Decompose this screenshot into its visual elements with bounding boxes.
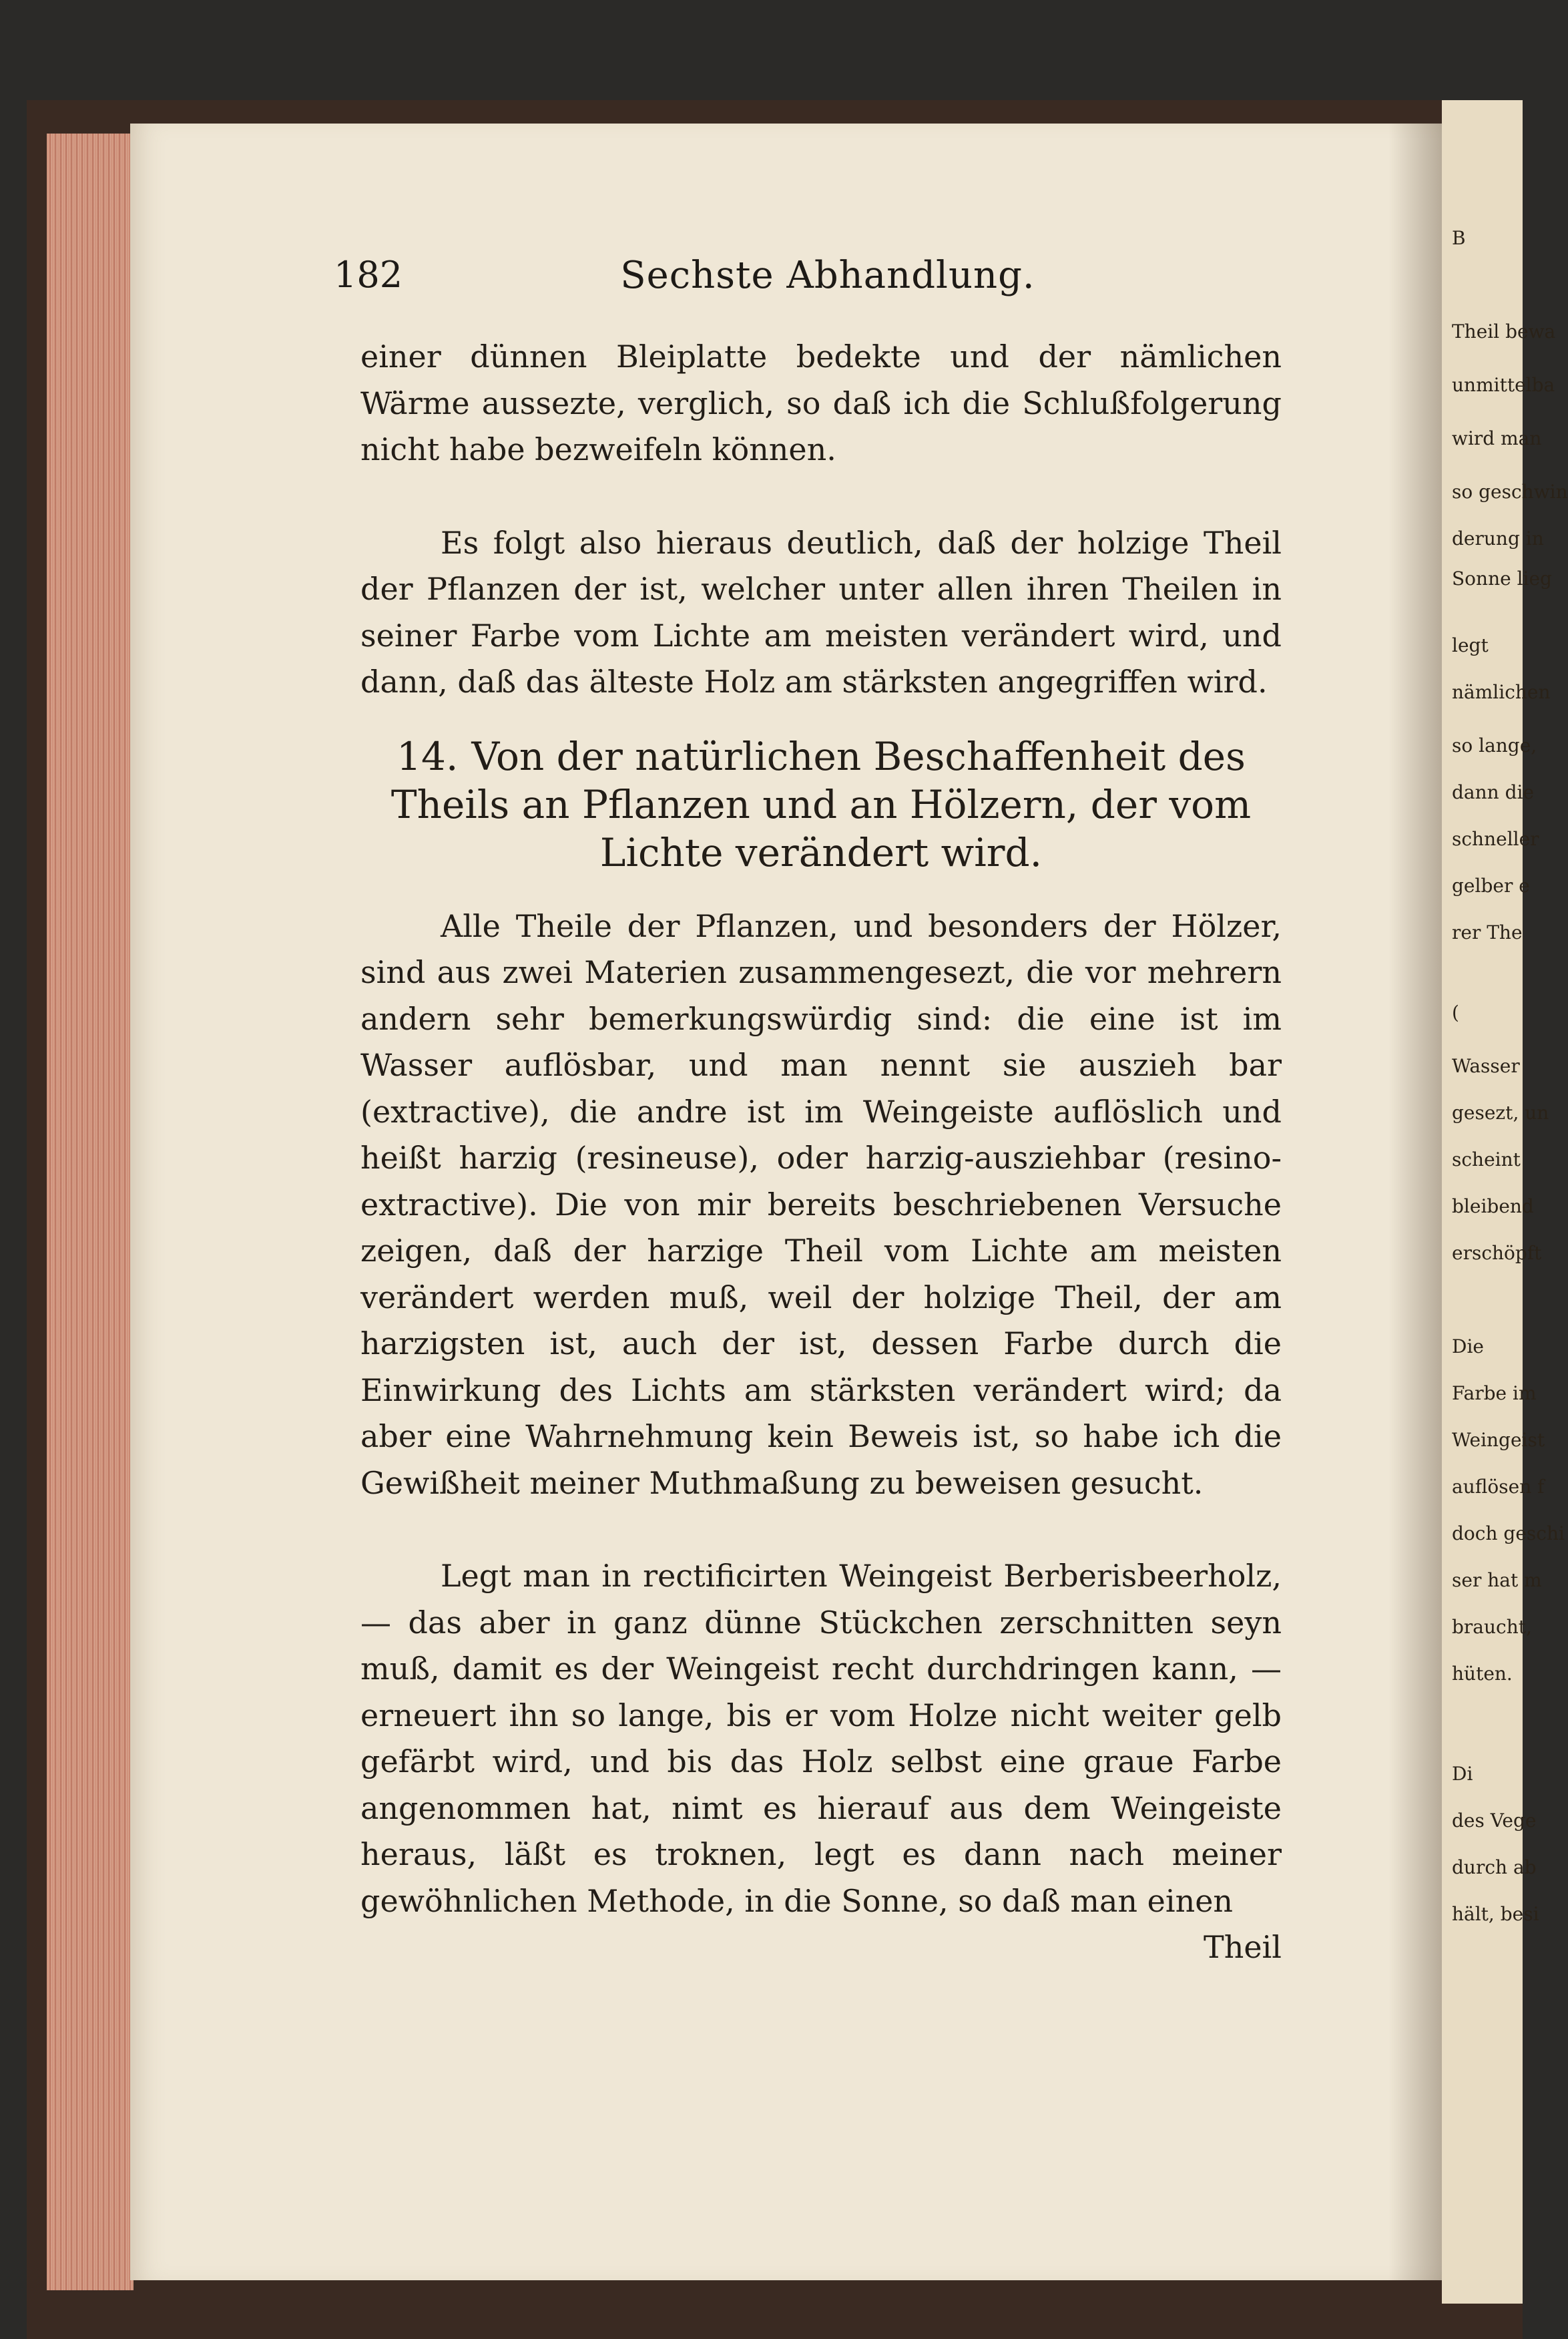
facing-page-fragment: hält, besi <box>1452 1903 1539 1925</box>
facing-page-fragment: ( <box>1452 1002 1459 1024</box>
facing-page-fragment: Farbe im <box>1452 1382 1537 1404</box>
facing-page-fragment: legt <box>1452 634 1489 656</box>
section-heading <box>360 732 1282 877</box>
facing-page-fragment: so lange, <box>1452 734 1537 757</box>
catchword: Theil <box>1204 1929 1282 1965</box>
facing-page-fragment: unmittelba <box>1452 374 1555 396</box>
facing-page-fragment: nämlichen <box>1452 681 1551 703</box>
paragraph: Es folgt also hieraus deutlich, daß der holzige Theil der Pflanzen der ist, welcher unter allen ihren Theilen in seiner Farbe vom Lichte am meisten verändert wird, und dann, daß das älteste Holz am stärksten angegriffen wird. <box>360 524 1282 700</box>
facing-page-fragment: Di <box>1452 1763 1473 1785</box>
facing-page-fragment: gelber e <box>1452 875 1530 897</box>
paragraph: Legt man in rectificirten Weingeist Berberisbeerholz, — das aber in ganz dünne Stückchen zerschnitten seyn muß, damit es der Weingeist recht durchdringen kann, — erneuert ihn so lange, bis er vom Holze nicht weiter gelb gefärbt wird, und bis das Holz selbst eine graue Farbe angenommen hat, nimt es hierauf aus dem Weingeiste heraus, läßt es troknen, legt es dann nach meiner gewöhnlichen Methode, in die Sonne, so daß man einen <box>360 1558 1282 1919</box>
facing-page-fragment: dann die <box>1452 781 1535 803</box>
gutter-shadow <box>1388 124 1449 2280</box>
running-head: Sechste Abhandlung. <box>620 254 1035 297</box>
facing-page-fragment: bleibend <box>1452 1195 1534 1217</box>
facing-page-fragment: Die <box>1452 1335 1484 1357</box>
facing-page-fragment: Theil bewa <box>1452 321 1556 343</box>
section-number: 14. <box>397 733 459 779</box>
facing-page-fragment: durch ab <box>1452 1856 1537 1878</box>
facing-page-fragment: Wasser <box>1452 1055 1520 1077</box>
facing-page-fragment: doch geschi <box>1452 1522 1565 1544</box>
facing-page-fragment: erschöpft <box>1452 1242 1542 1264</box>
facing-page-fragment: hüten. <box>1452 1663 1513 1685</box>
facing-page-fragment: braucht, <box>1452 1616 1532 1638</box>
facing-page-fragment: derung in <box>1452 527 1544 550</box>
facing-page-fragment: auflösen f <box>1452 1476 1545 1498</box>
facing-page-fragment: Sonne lieg <box>1452 568 1552 590</box>
paragraph-continuation: einer dünnen Bleiplatte bedekte und der nämlichen Wärme aussezte, verglich, so daß ich die Schlußfolgerung nicht habe bezweifeln können. <box>360 339 1282 467</box>
paragraph: Alle Theile der Pflanzen, und besonders der Hölzer, sind aus zwei Materien zusammengesezt, die vor mehrern andern sehr bemerkungswürdig sind: die eine ist im Wasser auflösbar, und man nennt sie auszieh bar (extractive), die andre ist im Weingeiste auflöslich und heißt harzig (resineuse), oder harzig-ausziehbar (resino-extractive). Die von mir bereits beschriebenen Versuche zeigen, daß der harzige Theil vom Lichte am meisten verändert werden muß, weil der holzige Theil, der am harzigsten ist, auch der ist, dessen Farbe durch die Einwirkung des Lichts am stärksten verändert wird; da aber eine Wahrnehmung kein Beweis ist, so habe ich die Gewißheit meiner Muthmaßung zu beweisen gesucht. <box>360 907 1282 1501</box>
facing-page-fragment: Weingeist <box>1452 1429 1545 1451</box>
facing-page <box>1442 100 1568 2304</box>
main-text <box>360 334 1282 1971</box>
facing-page-fragment: schneller <box>1452 828 1539 850</box>
facing-page-fragment: rer The <box>1452 921 1523 943</box>
facing-page-fragment: des Vege <box>1452 1810 1537 1832</box>
facing-page-fragment: scheint <box>1452 1148 1521 1171</box>
page-header <box>334 254 1282 300</box>
facing-page-fragment: ser hat m <box>1452 1569 1542 1591</box>
page-number: 182 <box>334 254 403 296</box>
page-edges <box>47 134 134 2290</box>
facing-page-fragment: so geschwin <box>1452 481 1568 503</box>
facing-page-fragment: wird man <box>1452 427 1542 449</box>
section-title: Von der natürlichen Beschaffenheit des Theils an Pflanzen und an Hölzern, der vom Lichte verändert wird. <box>390 733 1252 875</box>
facing-page-fragment: gesezt, un <box>1452 1102 1549 1124</box>
facing-page-fragment: B <box>1452 227 1466 249</box>
